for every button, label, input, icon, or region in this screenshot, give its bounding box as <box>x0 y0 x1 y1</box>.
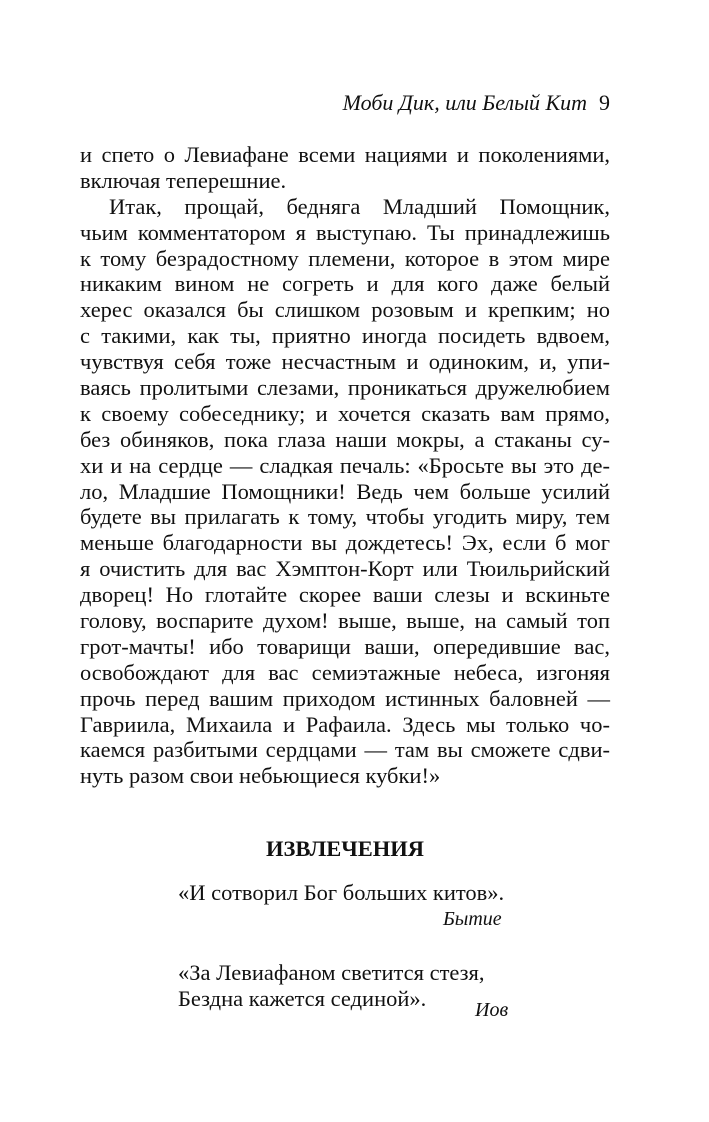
book-title: Моби Дик, или Белый Кит <box>342 90 587 115</box>
text-line: будете вы прилагать к тому, чтобы угодить миру, тем <box>80 504 610 530</box>
text-line: каемся разбитыми сердцами — там вы сможете сдви- <box>80 737 610 763</box>
text-line: включая теперешние. <box>80 167 287 193</box>
running-header <box>80 90 610 116</box>
text-line: дворец! Но глотайте скорее ваши слезы и вскиньте <box>80 582 610 608</box>
text-line: никаким вином не согреть и для кого даже белый <box>80 271 610 297</box>
text-line: с такими, как ты, приятно иногда посидеть вдвоем, <box>80 323 610 349</box>
text-line: к тому безрадостному племени, которое в этом мире <box>80 245 610 271</box>
epigraph-source-genesis: Бытие <box>443 908 502 930</box>
text-line: Итак, прощай, бедняга Младший Помощник, <box>109 193 610 219</box>
section-heading: ИЗВЛЕЧЕНИЯ <box>265 836 425 861</box>
text-line: херес оказался бы слишком розовым и крепким; но <box>80 297 610 323</box>
text-line: к своему собеседнику; и хочется сказать вам прямо, <box>80 400 610 426</box>
text-line: и спето о Левиафане всеми нациями и поколениями, <box>80 142 610 167</box>
epigraph-genesis <box>178 880 504 906</box>
text-line: голову, воспарите духом! выше, выше, на самый топ <box>80 608 610 634</box>
text-line: Гавриила, Михаила и Рафаила. Здесь мы только чо- <box>80 711 610 737</box>
page-number: 9 <box>599 90 610 115</box>
text-line: без обиняков, пока глаза наши мокры, а стаканы су- <box>80 426 610 452</box>
text-line: чувствуя себя тоже несчастным и одиноким, и, упи- <box>80 349 610 375</box>
text-line: меньше благодарности вы дождетесь! Эх, если б мог <box>80 530 610 556</box>
text-line: ваясь пролитыми слезами, проникаться дружелюбием <box>80 375 610 401</box>
epigraph-source-job: Иов <box>475 999 509 1021</box>
text-line: нуть разом свои небьющиеся кубки!» <box>80 763 441 789</box>
epigraph-job <box>178 960 485 1012</box>
epigraph-line: «И сотворил Бог больших китов». <box>178 880 505 905</box>
text-line: освобождают для вас семиэтажные небеса, изгоняя <box>80 659 610 685</box>
text-line: прочь перед вашим приходом истинных баловней — <box>80 685 610 711</box>
text-line: грот-мачты! ибо товарищи ваши, опередившие вас, <box>80 633 610 659</box>
text-line: я очистить для вас Хэмптон-Корт или Тюильрийский <box>80 556 610 582</box>
epigraph-line: Бездна кажется сединой». <box>178 986 427 1011</box>
text-line: хи и на сердце — сладкая печаль: «Бросьте вы это де- <box>80 452 610 478</box>
epigraph-line: «За Левиафаном светится стезя, <box>178 960 485 985</box>
text-line: чьим комментатором я выступаю. Ты принадлежишь <box>80 219 610 245</box>
text-line: ло, Младшие Помощники! Ведь чем больше усилий <box>80 478 610 504</box>
body-text <box>80 142 610 789</box>
